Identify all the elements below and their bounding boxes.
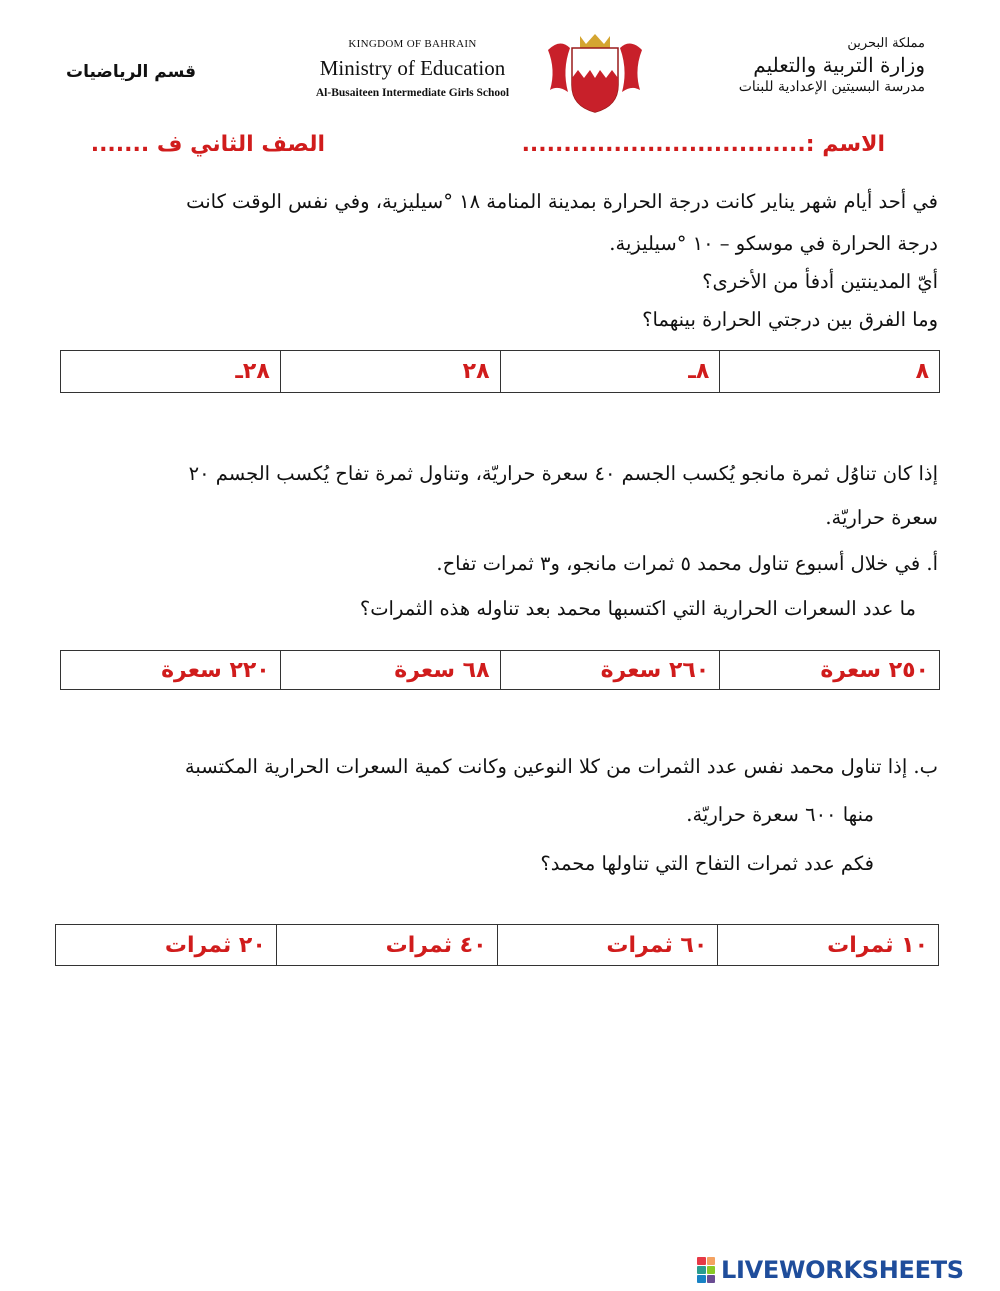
table-row: [61, 351, 940, 393]
school-arabic: مدرسة البسيتين الإعدادية للبنات: [738, 79, 925, 95]
q2a-option-4[interactable]: ٢٢٠ سعرة: [61, 651, 281, 690]
q1-line-1: في أحد أيام شهر يناير كانت درجة الحرارة بمدينة المنامة ١٨ °سيليزية، وفي نفس الوقت كانت: [186, 190, 938, 213]
table-row: [61, 651, 940, 690]
q2a-answer-table: [60, 650, 940, 690]
table-row: [56, 925, 939, 966]
q2-line-2: سعرة حراريّة.: [825, 506, 938, 529]
q1-line-3: أيّ المدينتين أدفأ من الأخرى؟: [702, 270, 938, 293]
q2a-line-2: ما عدد السعرات الحرارية التي اكتسبها محمد بعد تناوله هذه الثمرات؟: [359, 597, 916, 620]
student-name-field: الاسم :..................................: [521, 132, 885, 157]
q2b-answer-table: [55, 924, 939, 966]
liveworksheets-logo-text: LIVEWORKSHEETS: [721, 1256, 964, 1284]
q1-option-3[interactable]: ٢٨: [280, 351, 500, 393]
q1-option-2[interactable]: ٨ـ: [500, 351, 720, 393]
school-english: Al-Busaiteen Intermediate Girls School: [315, 87, 510, 99]
department-label: قسم الرياضيات: [66, 62, 197, 82]
q2-line-1: إذا كان تناوُل ثمرة مانجو يُكسب الجسم ٤٠ سعرة حراريّة، وتناول ثمرة تفاح يُكسب الجسم ٢٠: [188, 462, 938, 485]
bahrain-emblem-icon: [540, 30, 650, 115]
q2b-line-2: منها ٦٠٠ سعرة حراريّة.: [686, 803, 874, 826]
q2a-line-1: أ. في خلال أسبوع تناول محمد ٥ ثمرات مانجو، و٣ ثمرات تفاح.: [436, 552, 938, 575]
ministry-arabic-block: [680, 36, 925, 95]
q2a-option-3[interactable]: ٦٨ سعرة: [280, 651, 500, 690]
kingdom-arabic: مملكة البحرين: [847, 36, 925, 51]
ministry-english: Ministry of Education: [319, 56, 506, 80]
q2a-option-1[interactable]: ٢٥٠ سعرة: [720, 651, 940, 690]
liveworksheets-logo[interactable]: [697, 1256, 993, 1284]
q2b-option-4[interactable]: ٢٠ ثمرات: [56, 925, 277, 966]
q2b-option-1[interactable]: ١٠ ثمرات: [718, 925, 939, 966]
q2b-line-3: فكم عدد ثمرات التفاح التي تناولها محمد؟: [540, 852, 874, 875]
q2b-option-3[interactable]: ٤٠ ثمرات: [276, 925, 497, 966]
grade-field: الصف الثاني ف .......: [90, 132, 325, 157]
q1-line-2: درجة الحرارة في موسكو – ١٠ °سيليزية.: [609, 232, 938, 255]
q1-line-4: وما الفرق بين درجتي الحرارة بينهما؟: [642, 308, 938, 331]
q1-option-1[interactable]: ٨: [720, 351, 940, 393]
ministry-arabic: وزارة التربية والتعليم: [753, 53, 925, 77]
ministry-english-block: [280, 38, 545, 99]
q1-answer-table: [60, 350, 940, 393]
q2b-line-1: ب. إذا تناول محمد نفس عدد الثمرات من كلا النوعين وكانت كمية السعرات الحرارية المكتسبة: [184, 755, 938, 778]
q2a-option-2[interactable]: ٢٦٠ سعرة: [500, 651, 720, 690]
kingdom-english: KINGDOM OF BAHRAIN: [348, 38, 477, 50]
liveworksheets-logo-icon: [697, 1257, 715, 1283]
q1-option-4[interactable]: ٢٨ـ: [61, 351, 281, 393]
q2b-option-2[interactable]: ٦٠ ثمرات: [497, 925, 718, 966]
